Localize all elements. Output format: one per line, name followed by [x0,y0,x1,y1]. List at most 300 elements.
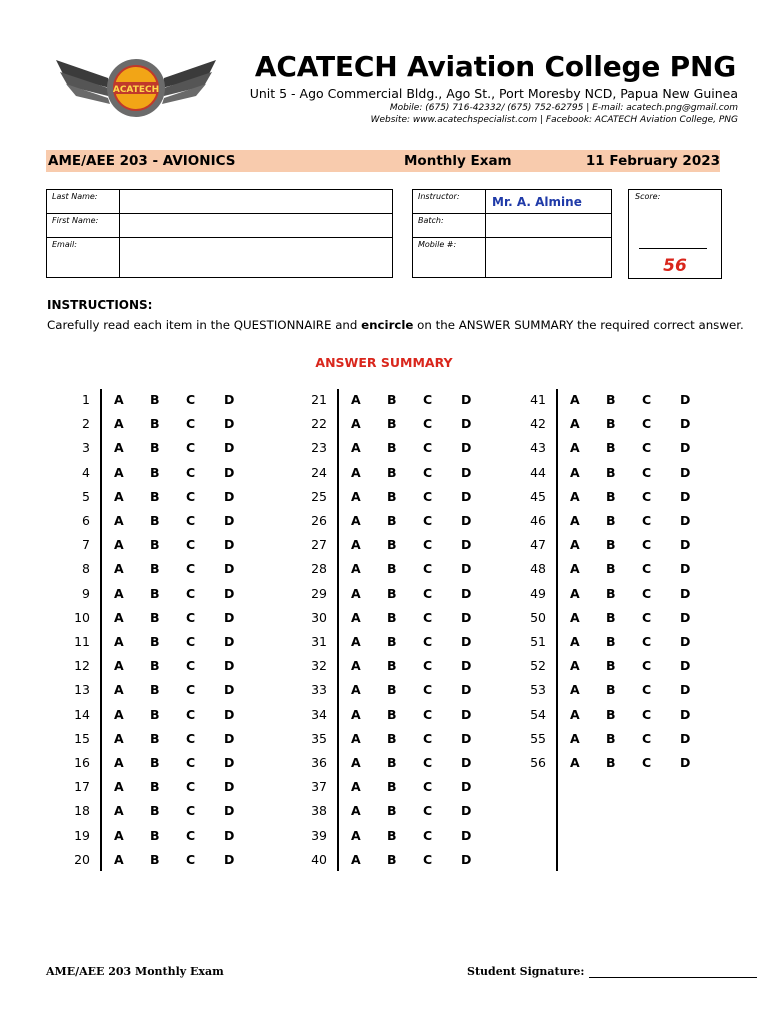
item-number: 39 [311,827,327,843]
answer-option-b[interactable]: B [606,634,616,649]
answer-option-a[interactable]: A [351,609,361,625]
answer-option-a[interactable]: A [351,634,361,649]
answer-option-d[interactable]: D [680,706,691,722]
answer-option-a[interactable]: A [570,682,580,698]
answer-option-b[interactable]: B [387,634,397,649]
answer-option-c[interactable]: C [423,634,433,649]
answer-option-b[interactable]: B [606,706,616,722]
item-number: 49 [530,585,546,601]
answer-option-d[interactable]: D [461,561,472,577]
answer-option-d[interactable]: D [224,706,235,722]
answer-option-a[interactable]: A [114,658,124,674]
answer-option-a[interactable]: A [351,658,361,674]
item-number: 42 [530,416,546,432]
item-number: 27 [311,537,327,553]
answer-option-d[interactable]: D [461,609,472,625]
signature-line[interactable] [589,966,757,978]
answer-option-a[interactable]: A [351,488,361,504]
answer-option-d[interactable]: D [461,513,472,528]
item-number: 52 [530,658,546,674]
answer-option-a[interactable]: A [570,561,580,577]
answer-option-a[interactable]: A [114,416,124,432]
answer-option-a[interactable]: A [351,585,361,601]
answer-option-d[interactable]: D [461,851,472,867]
answer-option-c[interactable]: C [423,803,433,819]
answer-option-d[interactable]: D [224,392,235,407]
answer-option-b[interactable]: B [387,682,397,698]
answer-option-d[interactable]: D [461,779,472,795]
answer-option-a[interactable]: A [570,464,580,480]
answer-option-a[interactable]: A [351,827,361,843]
answer-option-d[interactable]: D [680,440,691,456]
answer-option-b[interactable]: B [606,488,616,504]
answer-option-d[interactable]: D [224,634,235,649]
column-divider [556,389,558,871]
answer-option-c[interactable]: C [186,537,196,553]
instructor-info-table [412,189,612,278]
answer-option-d[interactable]: D [224,488,235,504]
answer-option-a[interactable]: A [114,488,124,504]
answer-option-c[interactable]: C [186,416,196,432]
college-address: Unit 5 - Ago Commercial Bldg., Ago St., Port Moresby NCD, Papua New Guinea [249,86,738,101]
answer-option-c[interactable]: C [423,609,433,625]
item-number: 3 [82,440,90,456]
answer-option-a[interactable]: A [351,561,361,577]
answer-option-c[interactable]: C [642,440,652,456]
item-number: 29 [311,585,327,601]
answer-option-d[interactable]: D [224,609,235,625]
item-number: 14 [74,706,90,722]
college-name: ACATECH Aviation College PNG [254,50,736,83]
answer-option-b[interactable]: B [606,658,616,674]
answer-option-c[interactable]: C [186,609,196,625]
item-number: 44 [530,464,546,480]
answer-option-c[interactable]: C [642,416,652,432]
answer-option-d[interactable]: D [461,658,472,674]
answer-option-a[interactable]: A [570,440,580,456]
answer-option-a[interactable]: A [351,779,361,795]
item-number: 43 [530,440,546,456]
answer-option-a[interactable]: A [351,851,361,867]
answer-option-d[interactable]: D [224,658,235,674]
answer-option-a[interactable]: A [351,755,361,770]
answer-option-a[interactable]: A [114,779,124,795]
answer-option-a[interactable]: A [114,706,124,722]
answer-option-c[interactable]: C [423,537,433,553]
answer-option-b[interactable]: B [150,513,160,528]
answer-option-c[interactable]: C [642,634,652,649]
answer-option-d[interactable]: D [461,634,472,649]
answer-option-a[interactable]: A [114,585,124,601]
answer-option-c[interactable]: C [423,851,433,867]
answer-option-c[interactable]: C [642,755,652,770]
exam-date: 11 February 2023 [585,153,720,169]
score-blank-line[interactable] [639,248,707,249]
item-number: 35 [311,730,327,746]
answer-option-a[interactable]: A [114,392,124,407]
answer-option-c[interactable]: C [642,585,652,601]
answer-option-b[interactable]: B [606,609,616,625]
answer-option-d[interactable]: D [680,755,691,770]
answer-option-d[interactable]: D [461,392,472,407]
answer-option-c[interactable]: C [423,779,433,795]
answer-option-d[interactable]: D [680,392,691,407]
answer-option-a[interactable]: A [114,440,124,456]
answer-summary-title: ANSWER SUMMARY [315,355,453,370]
answer-option-d[interactable]: D [224,827,235,843]
answer-option-a[interactable]: A [114,803,124,819]
answer-option-c[interactable]: C [186,634,196,649]
answer-option-a[interactable]: A [570,634,580,649]
answer-option-c[interactable]: C [186,585,196,601]
item-number: 53 [530,682,546,698]
answer-option-c[interactable]: C [642,537,652,553]
item-number: 21 [311,392,327,407]
item-number: 11 [74,634,90,649]
item-number: 19 [74,827,90,843]
answer-option-d[interactable]: D [224,779,235,795]
item-number: 26 [311,513,327,528]
answer-option-d[interactable]: D [461,827,472,843]
email-label: Email: [47,238,120,278]
answer-option-c[interactable]: C [186,440,196,456]
answer-option-c[interactable]: C [642,706,652,722]
answer-option-a[interactable]: A [570,537,580,553]
answer-option-d[interactable]: D [461,755,472,770]
answer-option-b[interactable]: B [606,730,616,746]
answer-option-c[interactable]: C [423,682,433,698]
answer-option-b[interactable]: B [387,440,397,456]
answer-option-b[interactable]: B [387,416,397,432]
answer-option-d[interactable]: D [224,537,235,553]
answer-option-a[interactable]: A [351,464,361,480]
answer-option-b[interactable]: B [387,730,397,746]
answer-option-b[interactable]: B [387,488,397,504]
course-bar [46,150,720,172]
exam-type: Monthly Exam [404,153,512,169]
answer-option-b[interactable]: B [150,682,160,698]
answer-option-d[interactable]: D [224,585,235,601]
answer-option-c[interactable]: C [186,513,196,528]
answer-option-b[interactable]: B [150,392,160,407]
answer-option-c[interactable]: C [186,706,196,722]
answer-option-a[interactable]: A [570,488,580,504]
answer-option-c[interactable]: C [186,827,196,843]
answer-option-b[interactable]: B [150,706,160,722]
first-name-label: First Name: [47,214,120,238]
answer-option-c[interactable]: C [423,585,433,601]
item-number: 25 [311,488,327,504]
answer-option-a[interactable]: A [351,392,361,407]
answer-option-a[interactable]: A [351,682,361,698]
answer-option-c[interactable]: C [423,755,433,770]
answer-option-d[interactable]: D [224,464,235,480]
batch-label: Batch: [413,214,486,238]
answer-option-d[interactable]: D [224,513,235,528]
item-number: 12 [74,658,90,674]
answer-option-a[interactable]: A [114,561,124,577]
item-number: 23 [311,440,327,456]
item-number: 46 [530,513,546,528]
answer-option-b[interactable]: B [150,537,160,553]
answer-option-b[interactable]: B [387,803,397,819]
item-number: 30 [311,609,327,625]
answer-option-c[interactable]: C [186,561,196,577]
answer-option-d[interactable]: D [224,803,235,819]
answer-option-c[interactable]: C [186,392,196,407]
instructor-label: Instructor: [413,190,486,214]
item-number: 36 [311,755,327,770]
item-number: 9 [82,585,90,601]
answer-option-b[interactable]: B [150,779,160,795]
batch-field[interactable] [486,214,612,238]
answer-option-b[interactable]: B [606,416,616,432]
mobile-field[interactable] [486,238,612,278]
answer-option-b[interactable]: B [387,779,397,795]
answer-option-b[interactable]: B [150,658,160,674]
answer-option-b[interactable]: B [606,392,616,407]
answer-option-b[interactable]: B [387,755,397,770]
email-field[interactable] [120,238,393,278]
item-number: 50 [530,609,546,625]
answer-option-b[interactable]: B [150,416,160,432]
answer-option-d[interactable]: D [224,682,235,698]
answer-option-d[interactable]: D [680,658,691,674]
answer-option-c[interactable]: C [186,464,196,480]
answer-option-a[interactable]: A [114,730,124,746]
answer-option-a[interactable]: A [114,755,124,770]
answer-option-d[interactable]: D [680,537,691,553]
answer-option-b[interactable]: B [150,585,160,601]
answer-option-d[interactable]: D [224,755,235,770]
answer-option-d[interactable]: D [224,730,235,746]
answer-option-b[interactable]: B [387,392,397,407]
answer-option-d[interactable]: D [680,609,691,625]
answer-option-c[interactable]: C [423,392,433,407]
answer-option-d[interactable]: D [461,803,472,819]
footer-exam-name: AME/AEE 203 Monthly Exam [46,965,224,978]
answer-option-b[interactable]: B [387,827,397,843]
answer-option-c[interactable]: C [642,658,652,674]
answer-option-a[interactable]: A [114,464,124,480]
answer-option-b[interactable]: B [150,755,160,770]
answer-option-d[interactable]: D [461,585,472,601]
answer-option-d[interactable]: D [224,440,235,456]
answer-option-d[interactable]: D [680,513,691,528]
answer-option-c[interactable]: C [642,730,652,746]
answer-option-c[interactable]: C [642,561,652,577]
item-number: 2 [82,416,90,432]
answer-option-c[interactable]: C [186,803,196,819]
answer-option-c[interactable]: C [642,513,652,528]
answer-option-a[interactable]: A [570,585,580,601]
score-total: 56 [663,256,687,276]
answer-option-a[interactable]: A [114,851,124,867]
answer-option-b[interactable]: B [150,488,160,504]
answer-option-d[interactable]: D [680,634,691,649]
answer-option-d[interactable]: D [461,464,472,480]
item-number: 22 [311,416,327,432]
answer-option-b[interactable]: B [606,585,616,601]
answer-option-c[interactable]: C [186,682,196,698]
answer-option-b[interactable]: B [150,730,160,746]
item-number: 47 [530,537,546,553]
answer-option-c[interactable]: C [642,609,652,625]
answer-option-b[interactable]: B [387,561,397,577]
answer-option-b[interactable]: B [606,682,616,698]
answer-option-b[interactable]: B [606,561,616,577]
instructions-text-part2: on the ANSWER SUMMARY the required correct answer. [413,318,744,332]
last-name-field[interactable] [120,190,393,214]
answer-option-d[interactable]: D [461,682,472,698]
item-number: 8 [82,561,90,577]
answer-option-a[interactable]: A [570,730,580,746]
answer-option-a[interactable]: A [570,755,580,770]
score-label: Score: [635,192,661,201]
answer-option-b[interactable]: B [387,585,397,601]
item-number: 41 [530,392,546,407]
instructions-text-bold: encircle [361,318,414,332]
answer-option-c[interactable]: C [642,682,652,698]
instructions-text-part1: Carefully read each item in the QUESTIONNAIRE and [47,318,362,332]
item-number: 17 [74,779,90,795]
instructions-text [47,318,744,332]
answer-option-d[interactable]: D [461,416,472,432]
answer-option-a[interactable]: A [114,827,124,843]
answer-option-a[interactable]: A [114,537,124,553]
answer-option-c[interactable]: C [423,464,433,480]
item-number: 6 [82,513,90,528]
column-divider [100,389,102,871]
answer-option-c[interactable]: C [186,779,196,795]
answer-option-a[interactable]: A [351,730,361,746]
answer-option-d[interactable]: D [461,730,472,746]
answer-option-c[interactable]: C [642,488,652,504]
first-name-field[interactable] [120,214,393,238]
score-box [628,189,722,279]
answer-option-b[interactable]: B [387,851,397,867]
answer-option-a[interactable]: A [570,609,580,625]
svg-text:ACATECH: ACATECH [112,85,160,95]
answer-option-c[interactable]: C [423,416,433,432]
item-number: 1 [82,392,90,407]
signature-label: Student Signature: [467,965,585,978]
answer-option-c[interactable]: C [423,706,433,722]
answer-option-a[interactable]: A [114,634,124,649]
answer-option-b[interactable]: B [150,464,160,480]
answer-option-a[interactable]: A [114,682,124,698]
answer-option-a[interactable]: A [570,658,580,674]
answer-option-a[interactable]: A [114,513,124,528]
answer-option-a[interactable]: A [351,706,361,722]
item-number: 7 [82,537,90,553]
item-number: 55 [530,730,546,746]
answer-option-d[interactable]: D [224,561,235,577]
item-number: 32 [311,658,327,674]
item-number: 33 [311,682,327,698]
item-number: 5 [82,488,90,504]
answer-option-d[interactable]: D [680,488,691,504]
answer-option-c[interactable]: C [423,488,433,504]
answer-option-c[interactable]: C [186,730,196,746]
item-number: 40 [311,851,327,867]
answer-option-b[interactable]: B [387,513,397,528]
answer-option-a[interactable]: A [570,706,580,722]
answer-option-b[interactable]: B [606,440,616,456]
answer-option-b[interactable]: B [150,609,160,625]
answer-option-d[interactable]: D [461,706,472,722]
item-number: 18 [74,803,90,819]
answer-option-b[interactable]: B [150,440,160,456]
item-number: 4 [82,464,90,480]
answer-option-c[interactable]: C [642,464,652,480]
answer-option-c[interactable]: C [423,440,433,456]
answer-option-c[interactable]: C [186,755,196,770]
answer-option-d[interactable]: D [680,682,691,698]
item-number: 31 [311,634,327,649]
answer-option-b[interactable]: B [606,513,616,528]
answer-option-a[interactable]: A [351,440,361,456]
answer-option-b[interactable]: B [150,827,160,843]
answer-option-d[interactable]: D [680,585,691,601]
answer-option-b[interactable]: B [150,851,160,867]
answer-option-b[interactable]: B [387,609,397,625]
item-number: 37 [311,779,327,795]
answer-option-b[interactable]: B [606,755,616,770]
answer-option-b[interactable]: B [606,464,616,480]
answer-option-c[interactable]: C [186,488,196,504]
answer-option-c[interactable]: C [423,730,433,746]
answer-option-c[interactable]: C [186,658,196,674]
answer-option-b[interactable]: B [150,634,160,649]
answer-option-d[interactable]: D [224,851,235,867]
item-number: 13 [74,682,90,698]
answer-option-a[interactable]: A [570,392,580,407]
answer-option-d[interactable]: D [461,488,472,504]
answer-option-d[interactable]: D [680,464,691,480]
answer-option-b[interactable]: B [387,658,397,674]
answer-option-c[interactable]: C [186,851,196,867]
answer-option-c[interactable]: C [642,392,652,407]
answer-option-a[interactable]: A [351,537,361,553]
answer-option-c[interactable]: C [423,658,433,674]
item-number: 28 [311,561,327,577]
answer-option-d[interactable]: D [680,561,691,577]
answer-option-a[interactable]: A [570,513,580,528]
answer-option-d[interactable]: D [680,416,691,432]
answer-option-b[interactable]: B [150,561,160,577]
answer-option-b[interactable]: B [606,537,616,553]
item-number: 48 [530,561,546,577]
answer-option-b[interactable]: B [387,706,397,722]
answer-option-d[interactable]: D [680,730,691,746]
answer-option-c[interactable]: C [423,827,433,843]
answer-option-b[interactable]: B [150,803,160,819]
answer-option-c[interactable]: C [423,513,433,528]
answer-option-a[interactable]: A [351,416,361,432]
answer-option-d[interactable]: D [461,537,472,553]
answer-option-a[interactable]: A [351,803,361,819]
answer-option-b[interactable]: B [387,464,397,480]
answer-option-a[interactable]: A [114,609,124,625]
answer-option-a[interactable]: A [570,416,580,432]
answer-option-a[interactable]: A [351,513,361,528]
answer-option-d[interactable]: D [224,416,235,432]
item-number: 16 [74,755,90,770]
answer-option-c[interactable]: C [423,561,433,577]
answer-option-b[interactable]: B [387,537,397,553]
answer-option-d[interactable]: D [461,440,472,456]
